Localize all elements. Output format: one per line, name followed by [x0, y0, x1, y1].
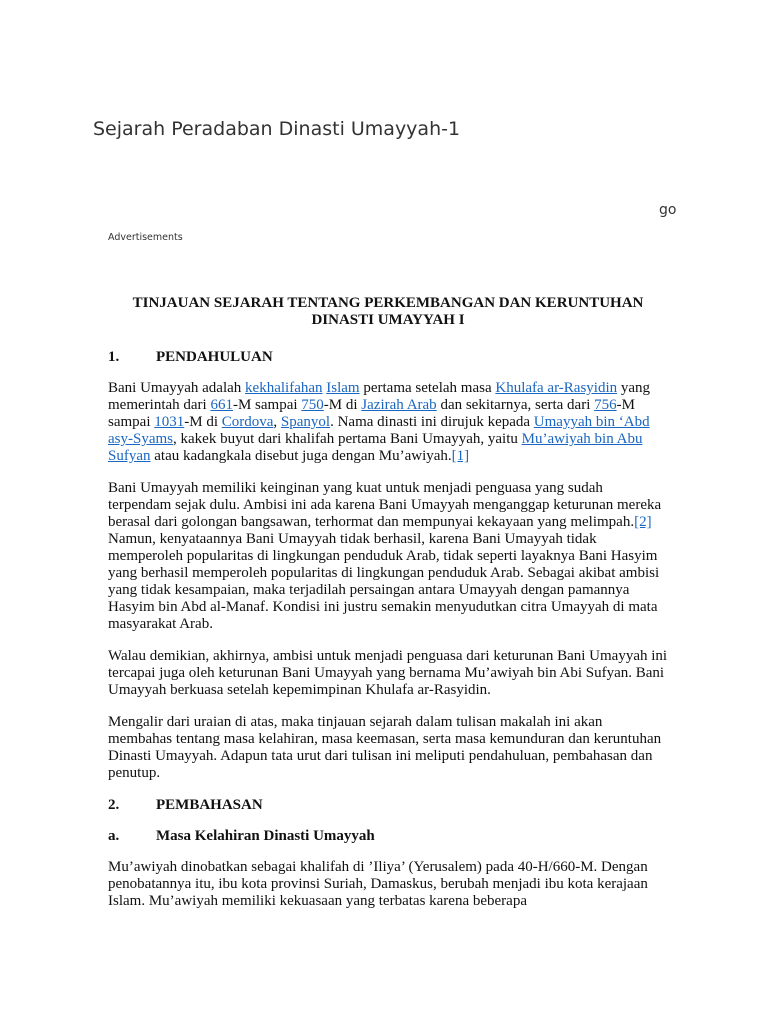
- p1-text-3: pertama setelah masa: [359, 380, 496, 396]
- p2-text-1: Bani Umayyah memiliki keinginan yang kuat untuk menjadi penguasa yang sudah terpendam sejak dulu. Ambisi ini ada karena Bani Umayyah menganggap keturunan mereka berasal dari golongan bangsawan, terhormat dan mempunyai kekayaan yang melimpah.: [108, 480, 662, 530]
- section-1-number: 1.: [108, 349, 120, 365]
- link-661[interactable]: 661: [210, 397, 233, 413]
- link-jazirah-arab[interactable]: Jazirah Arab: [361, 397, 437, 413]
- paragraph-5: Mu’awiyah dinobatkan sebagai khalifah di ’Iliya’ (Yerusalem) pada 40-H/660-M. Dengan penobatannya itu, ibu kota provinsi Suriah, Damaskus, berubah menjadi ibu kota kerajaan Islam. Mu’awiyah memiliki kekuasaan yang terbatas karena beberapa: [108, 859, 648, 909]
- section-2-title: PEMBAHASAN: [156, 797, 263, 813]
- footnote-link-2[interactable]: [2]: [634, 514, 652, 530]
- p1-text-10: ,: [273, 414, 281, 430]
- section-1-heading: [108, 349, 668, 366]
- p2-text-2: Namun, kenyataannya Bani Umayyah tidak berhasil, karena Bani Umayyah tidak memperoleh popularitas di lingkungan penduduk Arab, tidak seperti layaknya Bani Hasyim yang berhasil memperoleh popularitas di lingkungan penduduk Arab. Sebagai akibat ambisi yang tidak kesampaian, maka terjadilah persaingan antara Umayyah dengan pamannya Hasyim bin Abd al-Manaf. Kondisi ini justru semakin menyudutkan citra Umayyah di mata masyarakat Arab.: [108, 531, 660, 632]
- link-spanyol[interactable]: Spanyol: [280, 414, 331, 430]
- document-title: Sejarah Peradaban Dinasti Umayyah-1: [93, 118, 461, 140]
- footnote-link-1[interactable]: [1]: [451, 448, 470, 464]
- link-kekhalifahan[interactable]: kekhalifahan: [245, 380, 323, 396]
- p1-text-5: -M sampai: [232, 397, 302, 413]
- p1-text-4: yang memerintah dari: [108, 380, 651, 413]
- main-heading-line-1: TINJAUAN SEJARAH TENTANG PERKEMBANGAN DAN KERUNTUHAN: [132, 295, 644, 311]
- p1-text-13: atau kadangkala disebut juga dengan Mu’awiyah.: [150, 448, 452, 464]
- main-heading-line-2: DINASTI UMAYYAH I: [311, 312, 465, 328]
- section-1-title: PENDAHULUAN: [156, 349, 273, 365]
- section-2-number: 2.: [108, 797, 120, 813]
- section-2-heading: [108, 797, 668, 814]
- paragraph-3: Walau demikian, akhirnya, ambisi untuk menjadi penguasa dari keturunan Bani Umayyah ini tercapai juga oleh keturunan Bani Umayyah yang bernama Mu’awiyah bin Abi Sufyan. Bani Umayyah berkuasa setelah kepemimpinan Khulafa ar-Rasyidin.: [108, 648, 668, 698]
- go-label[interactable]: go: [659, 202, 677, 218]
- p1-text-11: . Nama dinasti ini dirujuk kepada: [330, 414, 534, 430]
- main-heading: [108, 295, 668, 329]
- p1-text-1: Bani Umayyah adalah: [108, 380, 246, 396]
- p1-text-9: -M di: [184, 414, 222, 430]
- subsection-a-title: Masa Kelahiran Dinasti Umayyah: [156, 828, 375, 844]
- p1-text-8: -M sampai: [108, 397, 635, 430]
- link-756[interactable]: 756: [594, 397, 617, 413]
- p1-text-12: , kakek buyut dari khalifah pertama Bani Umayyah, yaitu: [173, 431, 522, 447]
- document-body: [108, 295, 668, 925]
- advertisements-label: Advertisements: [108, 232, 183, 243]
- p1-text-7: dan sekitarnya, serta dari: [436, 397, 595, 413]
- paragraph-4: Mengalir dari uraian di atas, maka tinjauan sejarah dalam tulisan makalah ini akan membahas tentang masa kelahiran, masa keemasan, serta masa kemunduran dan keruntuhan Dinasti Umayyah. Adapun tata urut dari tulisan ini meliputi pendahuluan, pembahasan dan penutup.: [108, 714, 662, 781]
- link-muawiyah-bin-abu-sufyan[interactable]: Mu’awiyah bin Abu Sufyan: [108, 431, 643, 464]
- link-umayyah-bin-abd-asy-syams[interactable]: Umayyah bin ‘Abd asy-Syams: [108, 414, 650, 447]
- subsection-a-heading: [108, 828, 668, 845]
- paragraph-1: [108, 380, 668, 465]
- link-750[interactable]: 750: [301, 397, 324, 413]
- subsection-a-number: a.: [108, 828, 120, 844]
- link-1031[interactable]: 1031: [154, 414, 185, 430]
- paragraph-2: [108, 480, 668, 633]
- link-cordova[interactable]: Cordova: [221, 414, 274, 430]
- link-khulafa-ar-rasyidin[interactable]: Khulafa ar-Rasyidin: [495, 380, 618, 396]
- p1-text-6: -M di: [323, 397, 362, 413]
- link-islam[interactable]: Islam: [326, 380, 360, 396]
